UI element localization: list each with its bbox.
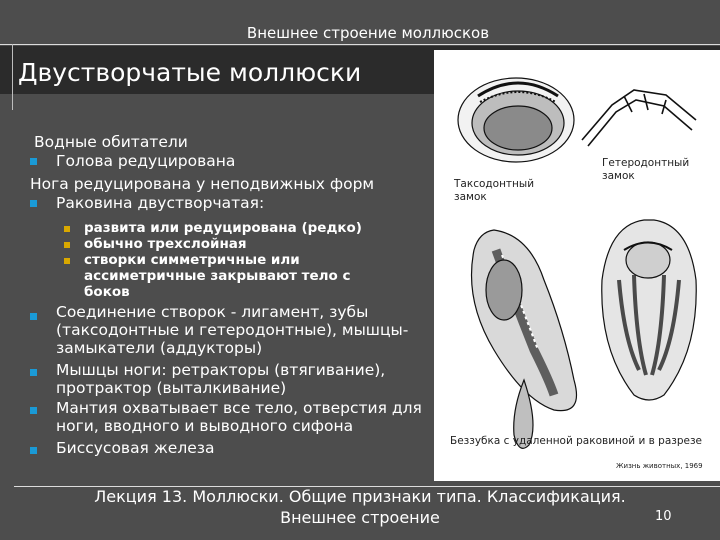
content-line: Раковина двустворчатая: [56,194,265,212]
sub-line: обычно трехслойная [84,236,247,252]
content-line: Мышцы ноги: ретракторы (втягивание), [56,361,386,379]
mussel-body-drawing [472,230,577,448]
taxodont-label: Таксодонтный [454,178,535,190]
content-line: ноги, вводного и выводного сифона [56,417,354,435]
content-line: Биссусовая железа [56,439,215,457]
page-number: 10 [655,509,672,524]
content-line: (таксодонтные и гетеродонтные), мышцы- [56,321,409,339]
header-subtitle: Внешнее строение моллюсков [246,24,490,42]
content-line: Водные обитатели [34,133,188,151]
divider-line [12,44,13,110]
sub-line: ассиметричные закрывают тело с [84,268,351,284]
taxodont-shell-drawing [458,78,574,162]
content-line: Мантия охватывает все тело, отверстия для [56,399,422,417]
taxodont-label: замок [454,191,487,203]
sub-bullet-icon [64,242,70,248]
heterodont-hinge-drawing [582,90,696,146]
figure-credit: Жизнь животных, 1969 [616,462,703,470]
content-line: Голова редуцирована [56,152,236,170]
sub-bullet-icon [64,258,70,264]
bullet-icon [30,369,37,376]
footer-text [60,486,660,528]
heterodont-label: замок [602,170,635,182]
heterodont-label: Гетеродонтный [602,157,690,169]
content-line: замыкатели (аддукторы) [56,339,263,357]
bullet-icon [30,200,37,207]
bullet-icon [30,158,37,165]
sub-line: створки симметричные или [84,252,300,268]
sub-line: развита или редуцирована (редко) [84,220,362,236]
sub-bullet-icon [64,226,70,232]
mollusk-illustration [434,50,720,481]
content-line: Соединение створок - лигамент, зубы [56,303,369,321]
bullet-icon [30,447,37,454]
mussel-section-drawing [602,220,696,400]
figure-caption: Беззубка с удаленной раковиной и в разрезе [450,435,703,447]
bullet-icon [30,313,37,320]
slide-title: Двустворчатые моллюски [18,58,362,87]
bullet-icon [30,407,37,414]
footer-line1: Лекция 13. Моллюски. Общие признаки типа. Классификация. [94,487,626,506]
content-line: протрактор (выталкивание) [56,379,287,397]
sub-line: боков [84,284,130,300]
footer-line2: Внешнее строение [280,508,440,527]
mollusk-figure [434,50,720,481]
content-line: Нога редуцирована у неподвижных форм [30,175,375,193]
